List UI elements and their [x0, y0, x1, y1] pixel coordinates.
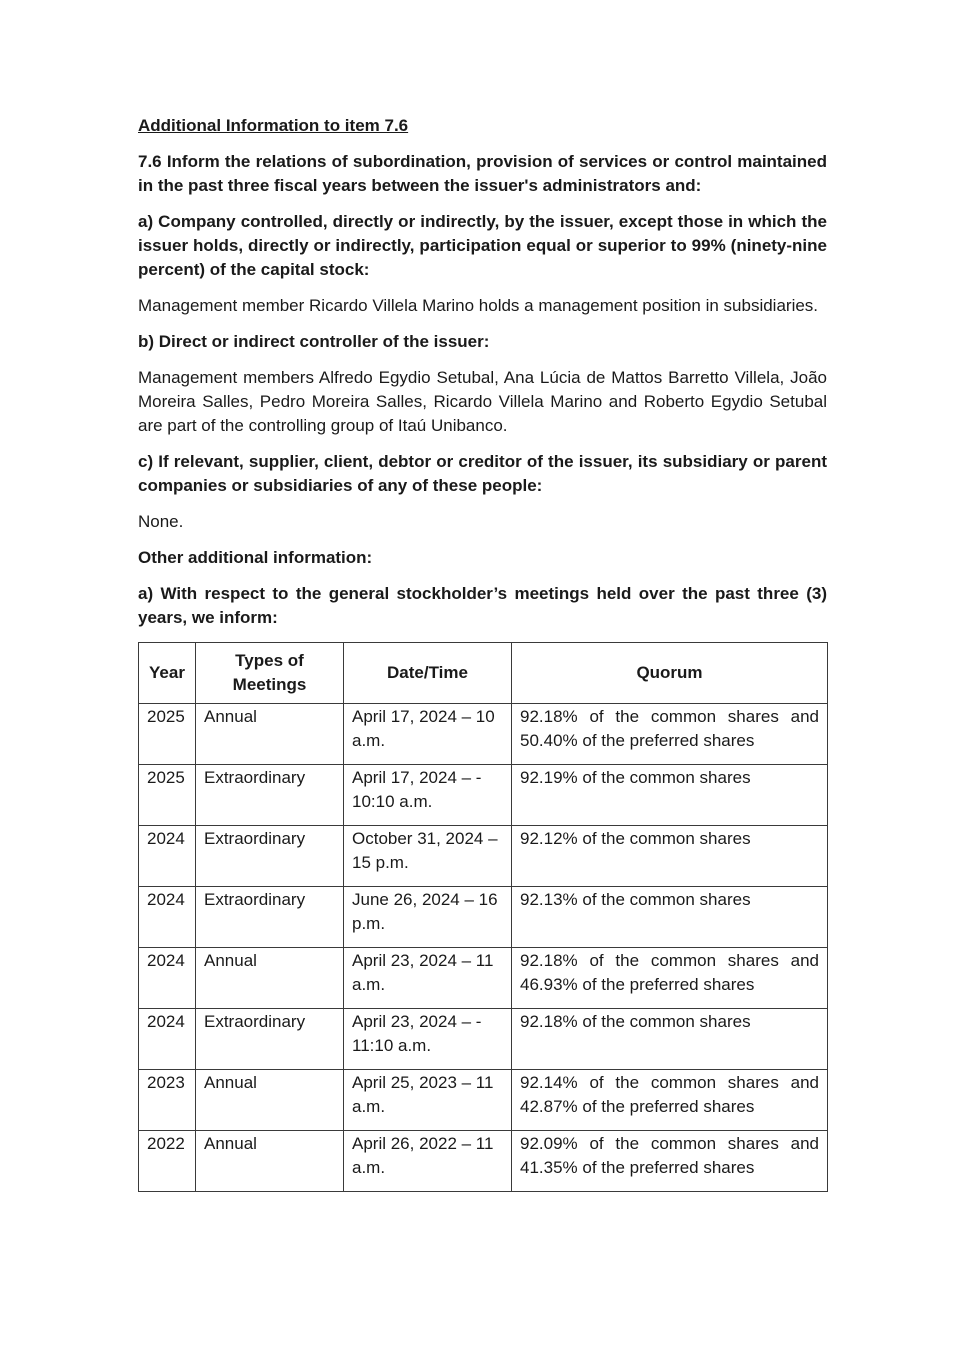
table-row	[139, 948, 828, 1009]
table-row	[139, 887, 828, 948]
cell-quorum: 92.13% of the common shares	[512, 887, 828, 948]
cell-datetime: April 25, 2023 – 11 a.m.	[344, 1070, 512, 1131]
section-a-title: a) Company controlled, directly or indirectly, by the issuer, except those in which the issuer holds, directly or indirectly, participation equal or superior to 99% (ninety-nine percent) of the capital stock:	[138, 212, 827, 279]
cell-year: 2024	[139, 948, 196, 1009]
section-a-text: Management member Ricardo Villela Marino holds a management position in subsidiaries.	[138, 296, 819, 315]
cell-year: 2024	[139, 887, 196, 948]
table-row	[139, 1070, 828, 1131]
cell-quorum: 92.18% of the common shares and 46.93% of the preferred shares	[512, 948, 828, 1009]
cell-type: Extraordinary	[196, 887, 344, 948]
cell-year: 2023	[139, 1070, 196, 1131]
cell-quorum: 92.19% of the common shares	[512, 765, 828, 826]
other-info-title: Other additional information:	[138, 548, 373, 567]
cell-quorum: 92.18% of the common shares	[512, 1009, 828, 1070]
cell-datetime: April 17, 2024 – - 10:10 a.m.	[344, 765, 512, 826]
cell-year: 2022	[139, 1131, 196, 1192]
cell-datetime: October 31, 2024 – 15 p.m.	[344, 826, 512, 887]
other-info-a-title: a) With respect to the general stockholder’s meetings held over the past three (3) years, we inform:	[138, 584, 827, 627]
cell-type: Annual	[196, 1131, 344, 1192]
section-b-text: Management members Alfredo Egydio Setubal, Ana Lúcia de Mattos Barretto Villela, João Moreira Salles, Pedro Moreira Salles, Ricardo Villela Marino and Roberto Egydio Setubal are part of the controlling group of Itaú Unibanco.	[138, 368, 827, 435]
cell-type: Extraordinary	[196, 826, 344, 887]
cell-datetime: April 23, 2024 – 11 a.m.	[344, 948, 512, 1009]
table-row	[139, 826, 828, 887]
cell-quorum: 92.18% of the common shares and 50.40% of the preferred shares	[512, 704, 828, 765]
header-quorum: Quorum	[512, 643, 828, 704]
meetings-table	[138, 642, 828, 1192]
cell-datetime: April 23, 2024 – - 11:10 a.m.	[344, 1009, 512, 1070]
header-year: Year	[139, 643, 196, 704]
cell-datetime: April 17, 2024 – 10 a.m.	[344, 704, 512, 765]
header-type: Types of Meetings	[196, 643, 344, 704]
cell-year: 2025	[139, 765, 196, 826]
document-page	[138, 114, 827, 1192]
cell-year: 2025	[139, 704, 196, 765]
cell-year: 2024	[139, 826, 196, 887]
cell-datetime: April 26, 2022 – 11 a.m.	[344, 1131, 512, 1192]
section-c-text: None.	[138, 512, 184, 531]
document-heading: Additional Information to item 7.6	[138, 116, 409, 135]
header-datetime: Date/Time	[344, 643, 512, 704]
table-header-row	[139, 643, 828, 704]
item-intro: 7.6 Inform the relations of subordination, provision of services or control maintained in the past three fiscal years between the issuer's administrators and:	[138, 152, 827, 195]
section-b-title: b) Direct or indirect controller of the issuer:	[138, 332, 490, 351]
cell-quorum: 92.09% of the common shares and 41.35% of the preferred shares	[512, 1131, 828, 1192]
cell-quorum: 92.12% of the common shares	[512, 826, 828, 887]
cell-type: Annual	[196, 704, 344, 765]
cell-type: Annual	[196, 1070, 344, 1131]
cell-type: Extraordinary	[196, 1009, 344, 1070]
section-c-title: c) If relevant, supplier, client, debtor or creditor of the issuer, its subsidiary or parent companies or subsidiaries of any of these people:	[138, 452, 827, 495]
cell-year: 2024	[139, 1009, 196, 1070]
cell-quorum: 92.14% of the common shares and 42.87% of the preferred shares	[512, 1070, 828, 1131]
cell-type: Annual	[196, 948, 344, 1009]
table-row	[139, 1131, 828, 1192]
table-row	[139, 704, 828, 765]
table-row	[139, 765, 828, 826]
table-row	[139, 1009, 828, 1070]
cell-datetime: June 26, 2024 – 16 p.m.	[344, 887, 512, 948]
cell-type: Extraordinary	[196, 765, 344, 826]
